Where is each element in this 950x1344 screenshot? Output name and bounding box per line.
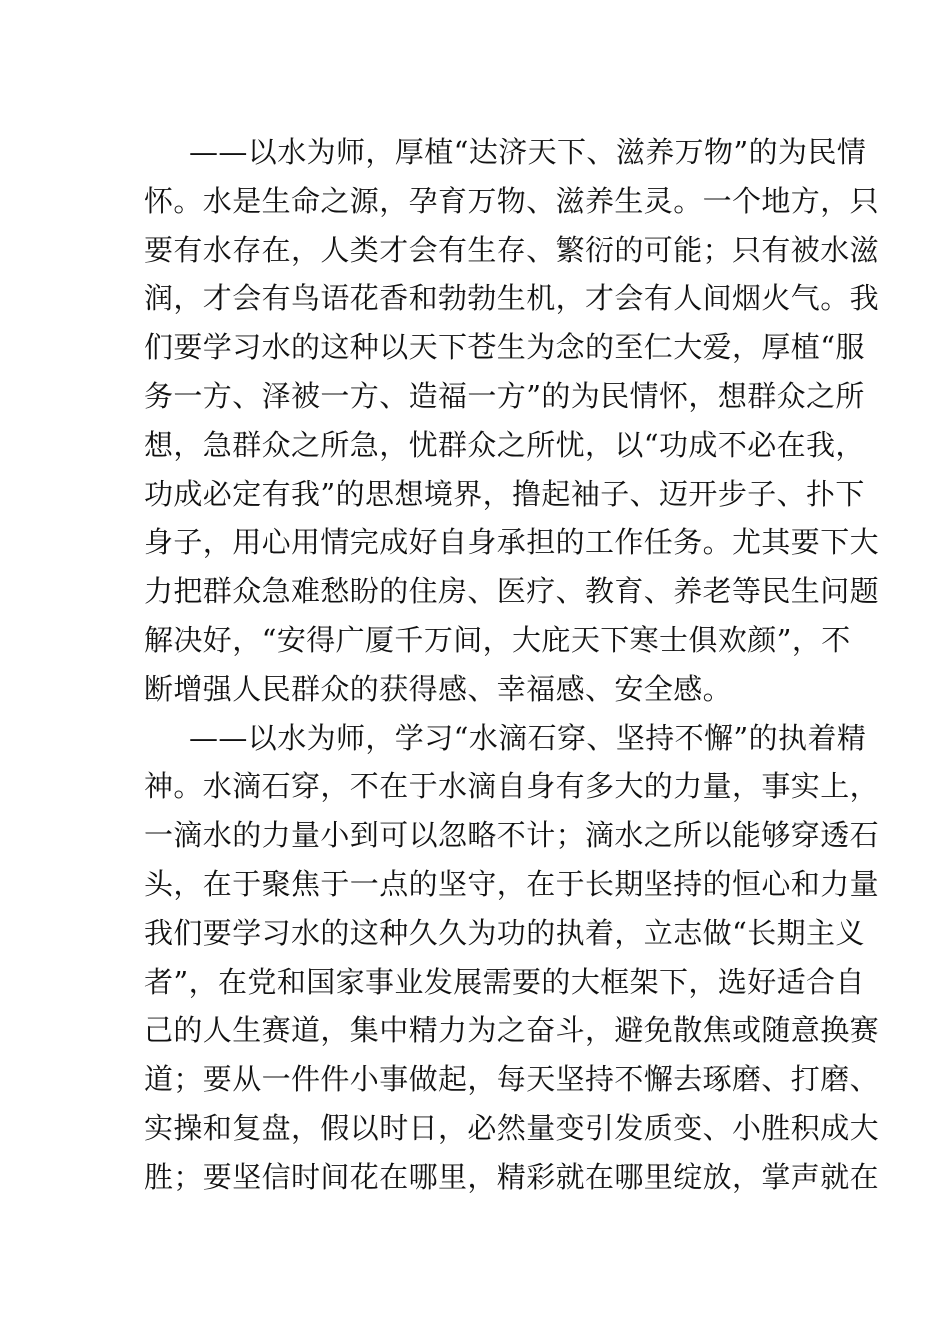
paragraph-2-line-8: 道；要从一件件小事做起，每天坚持不懈去琢磨、打磨、 <box>144 1062 880 1097</box>
paragraph-1-line-4: 润，才会有鸟语花香和勃勃生机，才会有人间烟火气。我 <box>144 281 880 316</box>
paragraph-2-line-1: ——以水为师，学习“水滴石穿、坚持不懈”的执着精 <box>189 720 867 755</box>
paragraph-1-line-1: ——以水为师，厚植“达济天下、滋养万物”的为民情 <box>189 135 867 169</box>
paragraph-1-line-3: 要有水存在，人类才会有生存、繁衍的可能；只有被水滋 <box>144 232 880 267</box>
paragraph-2-line-3: 一滴水的力量小到可以忽略不计；滴水之所以能够穿透石 <box>144 818 880 853</box>
paragraph-1-line-2: 怀。水是生命之源，孕育万物、滋养生灵。一个地方，只 <box>144 183 880 218</box>
paragraph-1 <box>144 128 880 714</box>
paragraph-2-line-9: 实操和复盘，假以时日，必然量变引发质变、小胜积成大 <box>144 1110 880 1145</box>
paragraph-2-line-4: 头，在于聚焦于一点的坚守，在于长期坚持的恒心和力量 <box>144 866 880 901</box>
paragraph-1-line-9: 身子，用心用情完成好自身承担的工作任务。尤其要下大 <box>144 525 880 560</box>
paragraph-1-line-6: 务一方、泽被一方、造福一方”的为民情怀，想群众之所 <box>144 378 865 413</box>
paragraph-2-line-7: 己的人生赛道，集中精力为之奋斗，避免散焦或随意换赛 <box>144 1013 880 1048</box>
paragraph-1-line-10: 力把群众急难愁盼的住房、医疗、教育、养老等民生问题 <box>144 574 880 609</box>
paragraph-2-line-2: 神。水滴石穿，不在于水滴自身有多大的力量，事实上， <box>144 769 880 804</box>
document-body <box>144 128 880 1202</box>
paragraph-1-line-5: 们要学习水的这种以天下苍生为念的至仁大爱，厚植“服 <box>144 330 865 365</box>
paragraph-1-line-12: 断增强人民群众的获得感、幸福感、安全感。 <box>144 671 733 706</box>
paragraph-1-line-7: 想，急群众之所急，忧群众之所忧，以“功成不必在我， <box>144 427 865 462</box>
paragraph-1-line-11: 解决好，“安得广厦千万间，大庇天下寒士俱欢颜”，不 <box>144 622 851 657</box>
paragraph-1-line-8: 功成必定有我”的思想境界，撸起袖子、迈开步子、扑下 <box>144 476 865 511</box>
paragraph-2 <box>144 714 880 1202</box>
paragraph-2-line-6: 者”，在党和国家事业发展需要的大框架下，选好适合自 <box>144 964 865 999</box>
paragraph-2-line-10: 胜；要坚信时间花在哪里，精彩就在哪里绽放，掌声就在 <box>144 1159 880 1194</box>
paragraph-2-line-5: 我们要学习水的这种久久为功的执着，立志做“长期主义 <box>144 915 865 950</box>
